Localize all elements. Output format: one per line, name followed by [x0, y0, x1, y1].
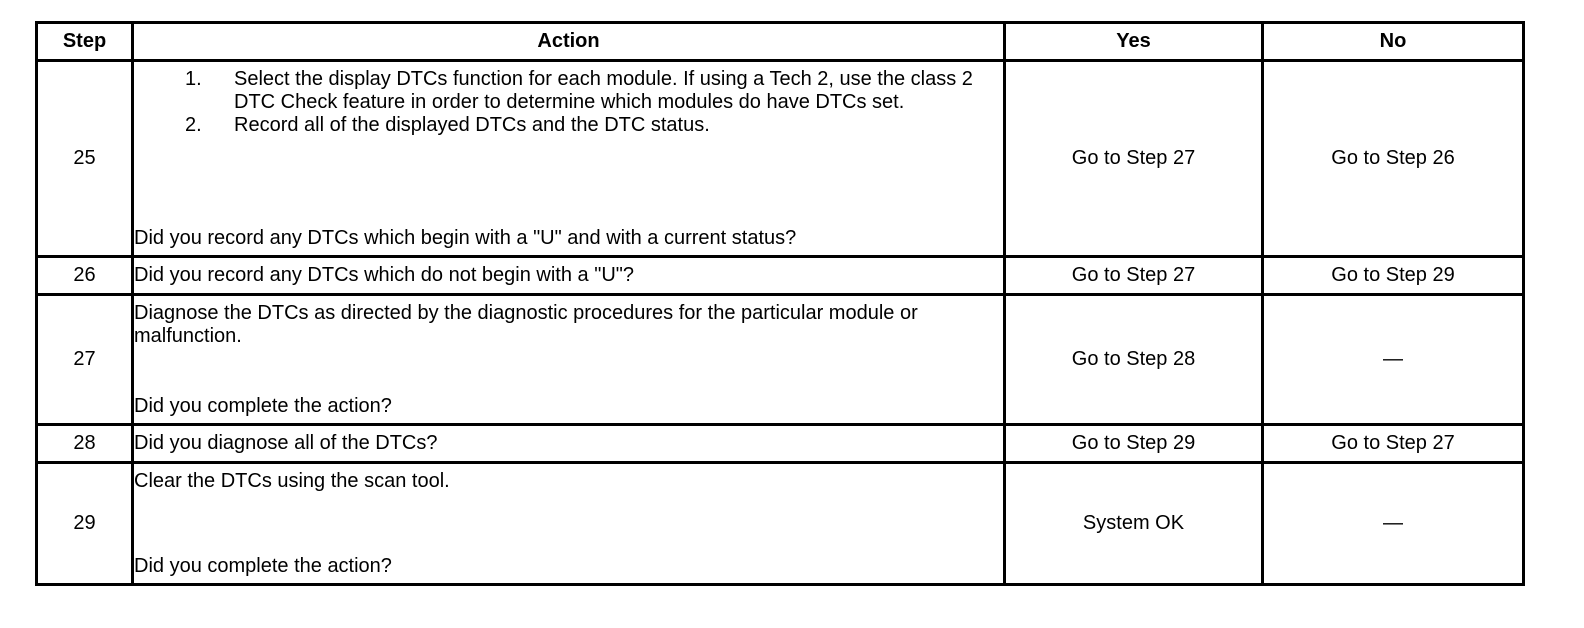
table-row	[37, 61, 1524, 257]
step-number: 28	[37, 425, 133, 463]
header-yes: Yes	[1005, 23, 1263, 61]
list-number: 1.	[185, 68, 202, 90]
yes-result: System OK	[1005, 463, 1263, 585]
action-steps-list	[134, 68, 1003, 137]
action-question: Did you record any DTCs which begin with a "U" and with a current status?	[134, 227, 797, 249]
step-number: 29	[37, 463, 133, 585]
step-number: 25	[37, 61, 133, 257]
list-number: 2.	[185, 114, 202, 136]
diagnostic-table	[35, 21, 1525, 586]
header-no: No	[1263, 23, 1524, 61]
action-cell	[133, 295, 1005, 425]
step-number: 26	[37, 257, 133, 295]
action-cell	[133, 463, 1005, 585]
table-row	[37, 463, 1524, 585]
action-question: Did you complete the action?	[134, 395, 392, 417]
yes-result: Go to Step 27	[1005, 61, 1263, 257]
table-row	[37, 425, 1524, 463]
list-text: Select the display DTCs function for each module. If using a Tech 2, use the class 2 DTC Check feature in order to determine which modules do have DTCs set.	[234, 68, 973, 113]
action-text: Diagnose the DTCs as directed by the diagnostic procedures for the particular module or malfunction.	[134, 302, 918, 347]
table-row	[37, 257, 1524, 295]
no-result: Go to Step 27	[1263, 425, 1524, 463]
action-question: Did you complete the action?	[134, 555, 392, 577]
action-cell	[133, 61, 1005, 257]
no-result: Go to Step 26	[1263, 61, 1524, 257]
no-result: —	[1263, 295, 1524, 425]
step-number: 27	[37, 295, 133, 425]
yes-result: Go to Step 27	[1005, 257, 1263, 295]
list-text: Record all of the displayed DTCs and the DTC status.	[234, 114, 710, 136]
list-item	[134, 114, 1003, 137]
header-action: Action	[133, 23, 1005, 61]
no-result: —	[1263, 463, 1524, 585]
table-row	[37, 295, 1524, 425]
header-step: Step	[37, 23, 133, 61]
action-question: Did you diagnose all of the DTCs?	[133, 425, 1005, 463]
no-result: Go to Step 29	[1263, 257, 1524, 295]
action-question: Did you record any DTCs which do not begin with a "U"?	[133, 257, 1005, 295]
yes-result: Go to Step 29	[1005, 425, 1263, 463]
action-text: Clear the DTCs using the scan tool.	[134, 470, 450, 492]
list-item	[134, 68, 1003, 114]
yes-result: Go to Step 28	[1005, 295, 1263, 425]
table-header-row	[37, 23, 1524, 61]
